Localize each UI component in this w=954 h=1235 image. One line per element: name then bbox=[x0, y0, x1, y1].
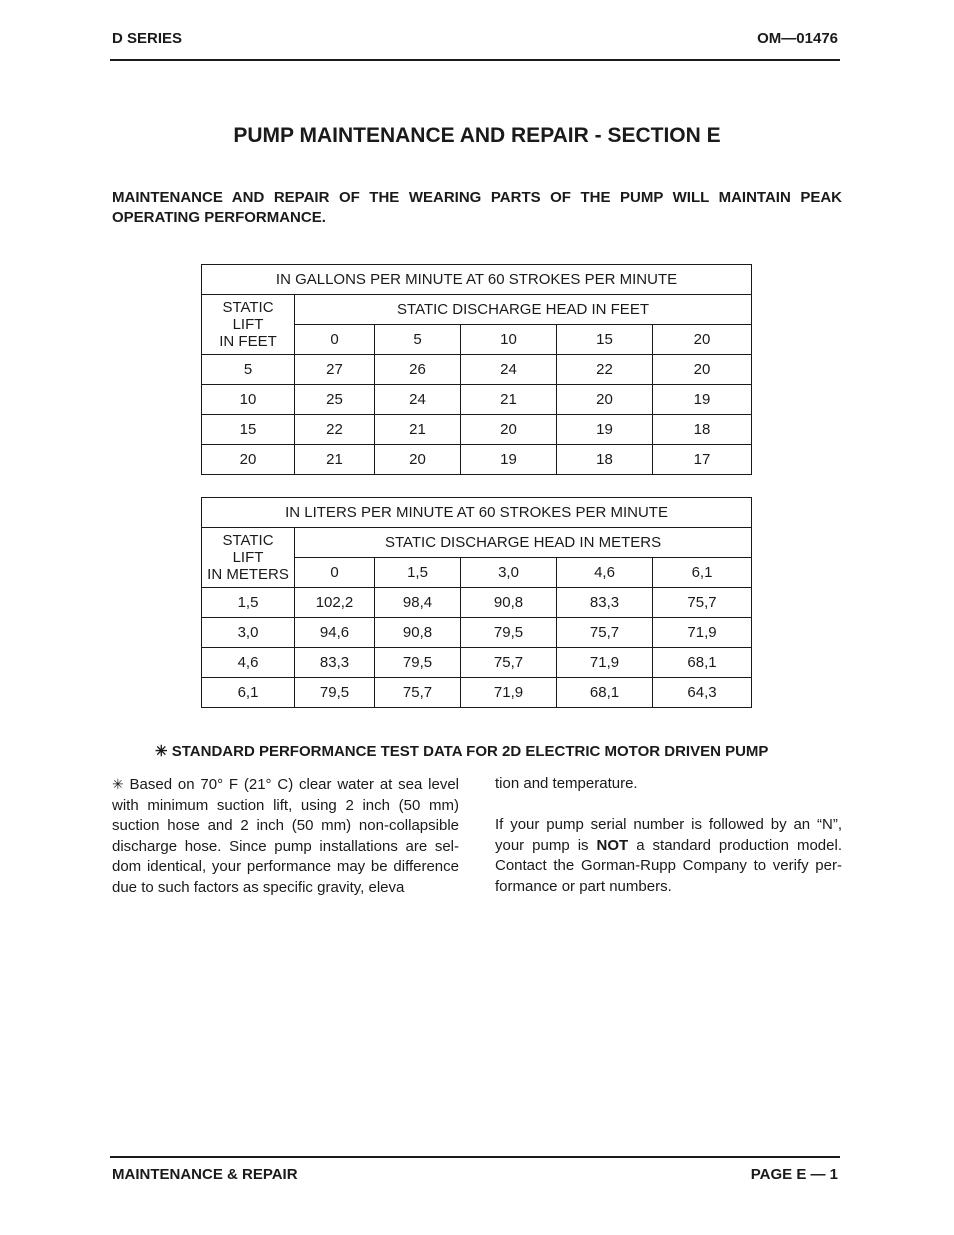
page-title: PUMP MAINTENANCE AND REPAIR - SECTION E bbox=[233, 124, 721, 147]
head-value: 5 bbox=[375, 325, 461, 355]
table-row bbox=[202, 618, 752, 648]
flow-value: 79,5 bbox=[461, 618, 557, 648]
table-row bbox=[202, 678, 752, 708]
flow-value: 79,5 bbox=[375, 648, 461, 678]
flow-value: 75,7 bbox=[653, 588, 752, 618]
flow-value: 90,8 bbox=[375, 618, 461, 648]
flow-value: 22 bbox=[557, 355, 653, 385]
footer-rule bbox=[110, 1156, 840, 1158]
header-series: D SERIES bbox=[112, 30, 183, 47]
flow-value: 24 bbox=[375, 385, 461, 415]
table-row bbox=[202, 385, 752, 415]
flow-value: 75,7 bbox=[375, 678, 461, 708]
table-row bbox=[202, 588, 752, 618]
intro-paragraph: MAINTENANCE AND REPAIR OF THE WEARING PARTS OF THE PUMP WILL MAINTAIN PEAK OPERATING PERFORMANCE. bbox=[112, 189, 842, 226]
flow-value: 20 bbox=[557, 385, 653, 415]
flow-value: 27 bbox=[295, 355, 375, 385]
flow-value: 21 bbox=[461, 385, 557, 415]
performance-note-continuation: tion and temperature. bbox=[495, 775, 638, 792]
flow-value: 19 bbox=[653, 385, 752, 415]
flow-value: 64,3 bbox=[653, 678, 752, 708]
standard-test-data-note: ✳ STANDARD PERFORMANCE TEST DATA FOR 2D ELECTRIC MOTOR DRIVEN PUMP bbox=[155, 743, 769, 760]
head-value: 10 bbox=[461, 325, 557, 355]
flow-value: 22 bbox=[295, 415, 375, 445]
asterisk-icon: ✳ bbox=[112, 776, 124, 792]
flow-value: 18 bbox=[653, 415, 752, 445]
flow-value: 24 bbox=[461, 355, 557, 385]
flow-value: 94,6 bbox=[295, 618, 375, 648]
flow-value: 20 bbox=[653, 355, 752, 385]
flow-value: 25 bbox=[295, 385, 375, 415]
head-value: 6,1 bbox=[653, 558, 752, 588]
flow-value: 75,7 bbox=[461, 648, 557, 678]
footer-section: MAINTENANCE & REPAIR bbox=[112, 1166, 298, 1183]
head-value: 1,5 bbox=[375, 558, 461, 588]
header-rule bbox=[110, 59, 840, 61]
discharge-head-header: STATIC DISCHARGE HEAD IN FEET bbox=[295, 295, 752, 325]
performance-note-text: Based on 70° F (21° C) clear water at sea level with minimum suction lift, using 2 inch (50 mm) suction hose and 2 inch (50 mm) non-collapsible discharge hose. Since pump installations are seldom identical, your performance may be difference due to such factors as specific gravity, eleva bbox=[112, 776, 459, 896]
flow-value: 71,9 bbox=[653, 618, 752, 648]
flow-value: 98,4 bbox=[375, 588, 461, 618]
table-caption: IN LITERS PER MINUTE AT 60 STROKES PER MINUTE bbox=[202, 498, 752, 528]
note-right-column bbox=[495, 774, 842, 897]
lift-value: 15 bbox=[202, 415, 295, 445]
head-value: 4,6 bbox=[557, 558, 653, 588]
flow-value: 83,3 bbox=[295, 648, 375, 678]
table-row bbox=[202, 648, 752, 678]
head-value: 15 bbox=[557, 325, 653, 355]
flow-value: 68,1 bbox=[557, 678, 653, 708]
table-row bbox=[202, 355, 752, 385]
discharge-head-header: STATIC DISCHARGE HEAD IN METERS bbox=[295, 528, 752, 558]
lift-value: 4,6 bbox=[202, 648, 295, 678]
note-left-column bbox=[112, 774, 459, 898]
flow-value: 102,2 bbox=[295, 588, 375, 618]
flow-value: 83,3 bbox=[557, 588, 653, 618]
footer-page-number: PAGE E — 1 bbox=[750, 1166, 838, 1183]
flow-value: 79,5 bbox=[295, 678, 375, 708]
flow-value: 19 bbox=[557, 415, 653, 445]
head-value: 0 bbox=[295, 558, 375, 588]
flow-value: 21 bbox=[295, 445, 375, 475]
lift-value: 3,0 bbox=[202, 618, 295, 648]
performance-table-gallons bbox=[201, 264, 752, 475]
lift-value: 10 bbox=[202, 385, 295, 415]
head-value: 0 bbox=[295, 325, 375, 355]
header-doc-number: OM—01476 bbox=[757, 30, 838, 47]
table-caption: IN GALLONS PER MINUTE AT 60 STROKES PER MINUTE bbox=[202, 265, 752, 295]
flow-value: 20 bbox=[375, 445, 461, 475]
flow-value: 21 bbox=[375, 415, 461, 445]
lift-column-header: STATIC LIFT IN FEET bbox=[202, 295, 295, 355]
flow-value: 68,1 bbox=[653, 648, 752, 678]
flow-value: 71,9 bbox=[557, 648, 653, 678]
table-row bbox=[202, 445, 752, 475]
head-value: 3,0 bbox=[461, 558, 557, 588]
performance-table-liters bbox=[201, 497, 752, 708]
flow-value: 90,8 bbox=[461, 588, 557, 618]
flow-value: 26 bbox=[375, 355, 461, 385]
serial-number-note: If your pump serial number is followed by an “N”, your pump is NOT a standard production model. Contact the Gorman-Rupp Company to verify performance or part numbers. bbox=[495, 816, 842, 895]
lift-value: 20 bbox=[202, 445, 295, 475]
flow-value: 20 bbox=[461, 415, 557, 445]
table-row bbox=[202, 415, 752, 445]
flow-value: 75,7 bbox=[557, 618, 653, 648]
flow-value: 71,9 bbox=[461, 678, 557, 708]
lift-value: 6,1 bbox=[202, 678, 295, 708]
flow-value: 17 bbox=[653, 445, 752, 475]
lift-value: 1,5 bbox=[202, 588, 295, 618]
lift-value: 5 bbox=[202, 355, 295, 385]
lift-column-header: STATIC LIFT IN METERS bbox=[202, 528, 295, 588]
flow-value: 18 bbox=[557, 445, 653, 475]
flow-value: 19 bbox=[461, 445, 557, 475]
head-value: 20 bbox=[653, 325, 752, 355]
